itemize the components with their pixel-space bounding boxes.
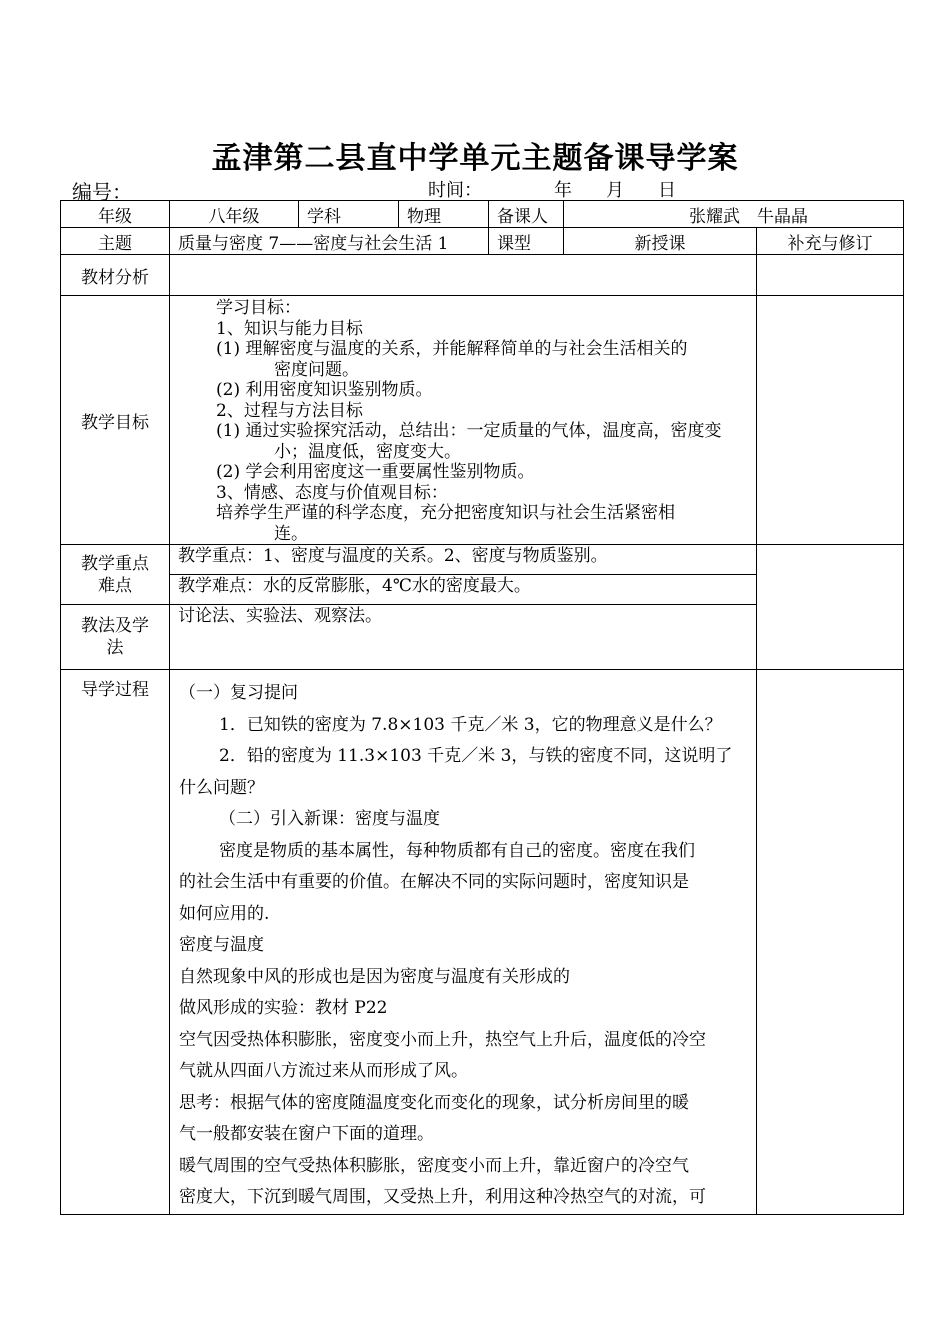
analysis-label: 教材分析 [61, 255, 170, 296]
objective-line: (1) 通过实验探究活动，总结出：一定质量的气体，温度高，密度变 [216, 421, 722, 441]
number-label: 编号： [72, 180, 132, 204]
topic-label: 主题 [61, 228, 170, 255]
objective-line: (1) 理解密度与温度的关系，并能解释简单的与社会生活相关的 [216, 339, 688, 359]
type-value: 新授课 [564, 228, 757, 255]
objective-line: 培养学生严谨的科学态度，充分把密度知识与社会生活紧密相 [216, 503, 675, 523]
analysis-content [170, 255, 757, 296]
lesson-plan-table [60, 200, 904, 1215]
objectives-label: 教学目标 [61, 296, 170, 545]
key-points-supplement [757, 545, 904, 670]
time-field [428, 176, 676, 202]
process-paragraph: 思考：根据气体的密度随温度变化而变化的现象，试分析房间里的暖 [179, 1092, 689, 1113]
objective-line: 密度问题。 [274, 359, 359, 380]
process-paragraph: 自然现象中风的形成也是因为密度与温度有关形成的 [179, 966, 570, 987]
process-paragraph: 如何应用的. [179, 903, 270, 924]
methods-label: 教法及学 法 [61, 605, 170, 670]
month-label: 月 [606, 180, 624, 201]
preparer-value: 张耀武 牛晶晶 [564, 201, 904, 228]
process-paragraph: 气一般都安装在窗户下面的道理。 [179, 1124, 434, 1144]
objective-line: (2) 利用密度知识鉴别物质。 [216, 380, 433, 400]
time-label: 时间： [428, 180, 482, 201]
objective-line: 2、过程与方法目标 [216, 400, 363, 421]
process-content [170, 670, 757, 1215]
objective-line: 1、知识与能力目标 [216, 318, 363, 339]
objective-line: 连。 [274, 523, 308, 544]
process-paragraph: 1．已知铁的密度为 7.8×103 千克／米 3，它的物理意义是什么？ [219, 714, 722, 735]
subject-label: 学科 [299, 201, 399, 228]
supplement-label: 补充与修订 [757, 228, 904, 255]
process-paragraph: 2．铅的密度为 11.3×103 千克／米 3，与铁的密度不同，这说明了 [219, 746, 733, 766]
process-paragraph: 做风形成的实验：教材 P22 [179, 998, 388, 1018]
objective-line: 3、情感、态度与价值观目标： [216, 482, 448, 503]
type-label: 课型 [489, 228, 564, 255]
objective-line: (2) 学会利用密度这一重要属性鉴别物质。 [216, 462, 535, 482]
process-paragraph: 气就从四面八方流过来从而形成了风。 [179, 1061, 468, 1081]
process-paragraph: （一）复习提问 [179, 683, 298, 703]
process-label: 导学过程 [61, 670, 170, 1215]
process-paragraph: 密度是物质的基本属性，每种物质都有自己的密度。密度在我们 [219, 840, 695, 861]
process-paragraph: 密度大，下沉到暖气周围，又受热上升，利用这种冷热空气的对流，可 [179, 1187, 706, 1207]
objective-line: 小；温度低，密度变大。 [274, 441, 461, 462]
process-paragraph: 暖气周围的空气受热体积膨胀，密度变小而上升，靠近窗户的冷空气 [179, 1155, 689, 1176]
preparer-label: 备课人 [489, 201, 564, 228]
grade-label: 年级 [61, 201, 170, 228]
day-label: 日 [658, 180, 676, 201]
objectives-content [170, 296, 757, 545]
methods-text: 讨论法、实验法、观察法。 [170, 605, 757, 670]
analysis-supplement [757, 255, 904, 296]
process-paragraph: （二）引入新课：密度与温度 [219, 809, 440, 829]
process-paragraph: 空气因受热体积膨胀，密度变小而上升，热空气上升后，温度低的冷空 [179, 1029, 706, 1050]
year-label: 年 [554, 180, 572, 201]
objectives-supplement [757, 296, 904, 545]
subject-value: 物理 [399, 201, 489, 228]
key-point-text: 教学重点：1、密度与温度的关系。2、密度与物质鉴别。 [170, 545, 757, 575]
key-points-label: 教学重点 难点 [61, 545, 170, 605]
objective-line: 学习目标： [216, 298, 301, 318]
process-paragraph: 的社会生活中有重要的价值。在解决不同的实际问题时，密度知识是 [179, 872, 689, 892]
grade-value: 八年级 [170, 201, 299, 228]
topic-value: 质量与密度 7——密度与社会生活 1 [170, 228, 489, 255]
process-paragraph: 什么问题？ [179, 777, 264, 798]
process-paragraph: 密度与温度 [179, 935, 264, 955]
process-supplement [757, 670, 904, 1215]
page-title: 孟津第二县直中学单元主题备课导学案 [211, 141, 739, 176]
difficult-point-text: 教学难点：水的反常膨胀，4℃水的密度最大。 [170, 575, 757, 605]
